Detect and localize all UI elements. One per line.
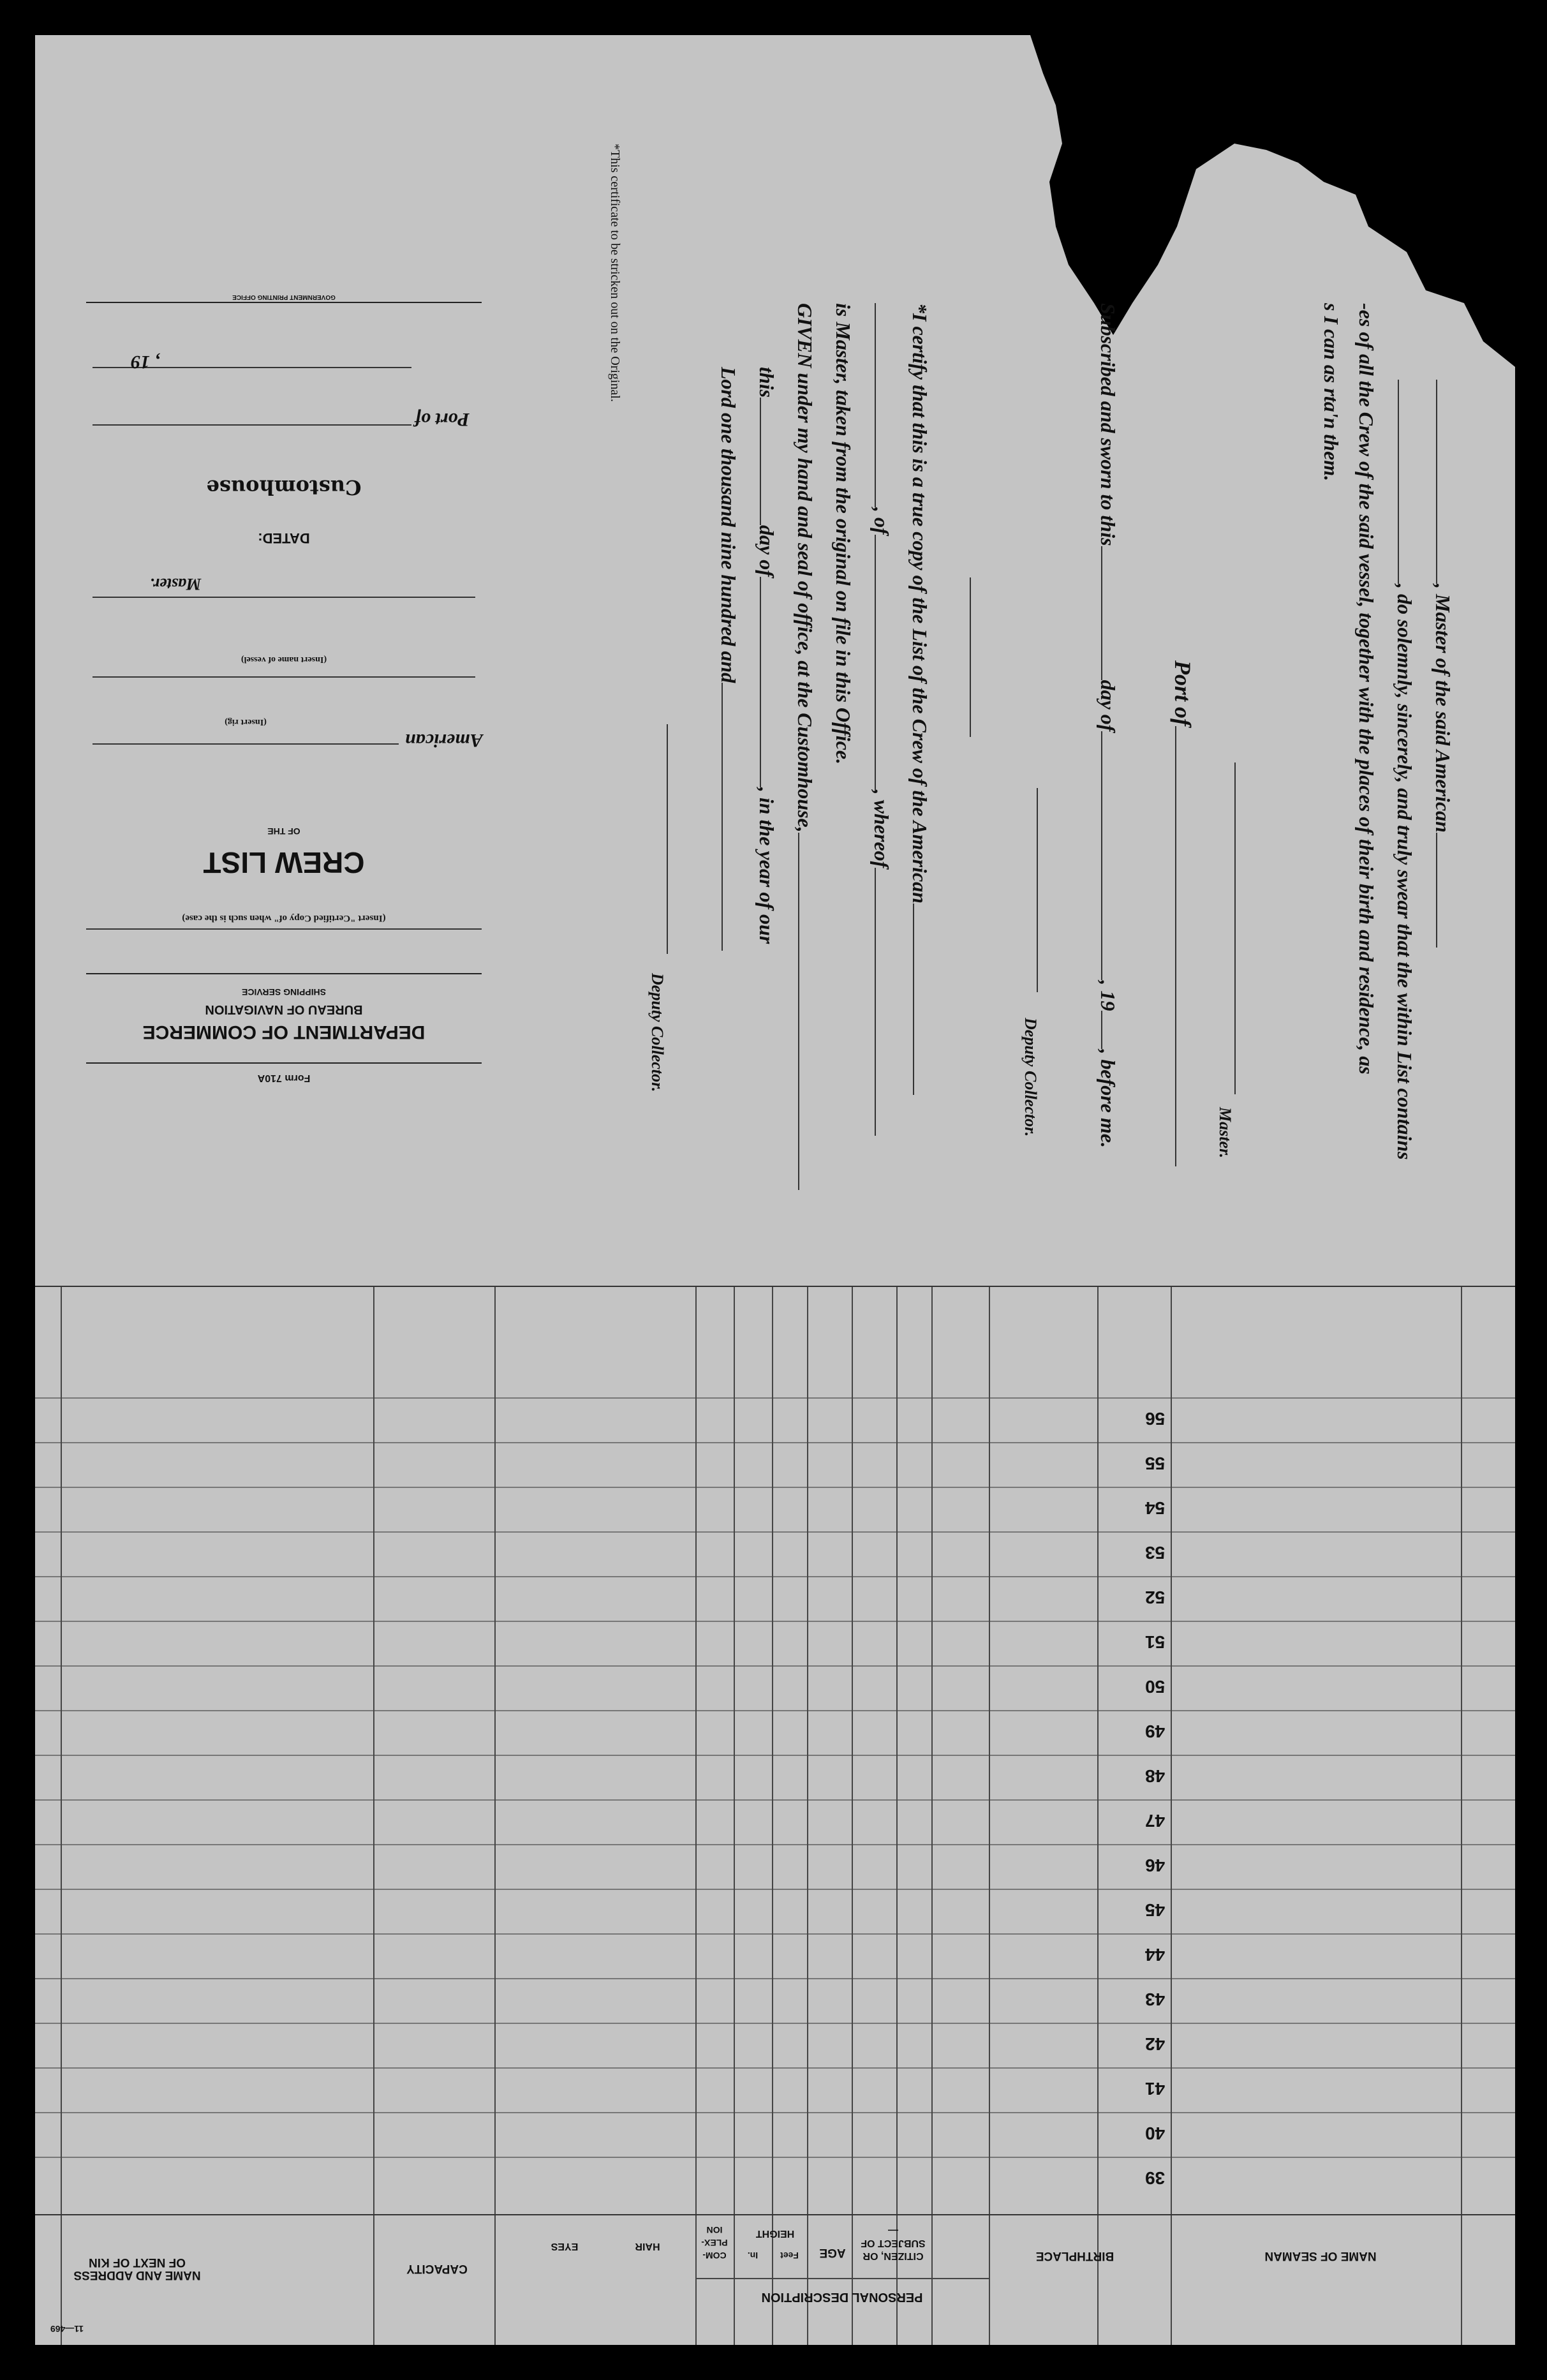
table-row — [35, 2157, 1515, 2158]
dated-label: DATED: — [258, 530, 310, 546]
certificate-signature-line — [667, 724, 668, 954]
table-row — [35, 1442, 1515, 1443]
col-divider — [772, 1286, 773, 2345]
header-name: NAME OF SEAMAN — [1264, 2249, 1377, 2263]
certificate-deputy-collector: Deputy Collector. — [648, 973, 667, 1092]
of-the-label: OF THE — [267, 826, 300, 837]
row-number: 45 — [1145, 1900, 1166, 1920]
col-divider — [852, 1286, 853, 2345]
col-divider — [494, 1286, 496, 2345]
header-complexion: COM-PLEX-ION — [701, 2225, 728, 2261]
rig-line — [93, 743, 399, 745]
table-row — [35, 2067, 1515, 2069]
customhouse-label: Customhouse — [206, 475, 362, 500]
row-number: 42 — [1145, 2034, 1166, 2054]
insert-name-hint: (Insert name of vessel) — [241, 655, 327, 664]
vessel-name-line — [93, 676, 475, 678]
header-capacity: CAPACITY — [406, 2262, 468, 2275]
row-number: 43 — [1145, 1990, 1166, 2009]
certificate-line-3: GIVEN under my hand and seal of office, at the Customhouse, — [793, 303, 817, 1190]
col-divider — [1461, 1286, 1462, 2345]
table-row — [35, 1665, 1515, 1667]
header-next-of-kin: NAME AND ADDRESS OF NEXT OF KIN — [73, 2256, 201, 2282]
insert-rig-hint: (Insert rig) — [225, 717, 267, 727]
row-number: 52 — [1145, 1588, 1166, 1607]
row-number: 50 — [1145, 1677, 1166, 1697]
header-personal-description: PERSONAL DESCRIPTION — [761, 2290, 923, 2304]
document-page — [35, 35, 1515, 2345]
department-title: DEPARTMENT OF COMMERCE — [142, 1022, 426, 1043]
row-number: 41 — [1145, 2079, 1166, 2099]
table-row — [35, 1397, 1515, 1399]
header-hair: HAIR — [635, 2241, 660, 2252]
row-number: 53 — [1145, 1543, 1166, 1563]
master-label: Master. — [150, 575, 202, 593]
separator-rule — [970, 577, 971, 737]
affidavit-line-1: , Master of the said American — [1431, 380, 1454, 948]
row-number: 55 — [1145, 1454, 1166, 1473]
header-feet: Feet — [780, 2250, 799, 2261]
table-top-rule — [35, 1286, 1515, 1287]
row-number: 56 — [1145, 1409, 1166, 1429]
affidavit-line-2: , do solemnly, sincerely, and truly swear that the within List contains — [1393, 380, 1416, 1160]
master-name-line — [93, 597, 475, 598]
row-number: 54 — [1145, 1498, 1166, 1518]
cover-rule-bottom — [86, 302, 482, 303]
row-number: 39 — [1145, 2168, 1166, 2188]
row-number: 49 — [1145, 1722, 1166, 1741]
affidavit-line-4: s I can as rta'n them. — [1320, 303, 1343, 482]
port-of-label: Port of — [415, 409, 470, 430]
table-row — [35, 1576, 1515, 1577]
header-birthplace: BIRTHPLACE — [1035, 2249, 1114, 2263]
col-divider — [807, 1286, 808, 2345]
header-citizen: CITIZEN, OR SUBJECT OF— — [861, 2225, 926, 2261]
col-divider — [1097, 1286, 1099, 2345]
row-number: 47 — [1145, 1811, 1166, 1831]
col-divider — [373, 1286, 374, 2345]
table-row — [35, 1487, 1515, 1488]
col-divider — [695, 1286, 697, 2345]
port-line — [93, 424, 411, 426]
col-divider — [931, 1286, 933, 2345]
form-number: Form 710A — [257, 1073, 311, 1083]
bureau-title: BUREAU OF NAVIGATION — [205, 1002, 363, 1016]
header-eyes: EYES — [551, 2241, 579, 2252]
table-row — [35, 1889, 1515, 1890]
row-number: 40 — [1145, 2123, 1166, 2143]
col-divider — [896, 1286, 898, 2345]
col-divider — [61, 1286, 62, 2345]
master-signature-label: Master. — [1216, 1107, 1234, 1159]
certificate-line-this: thisday of, in the year of our — [755, 367, 778, 944]
affidavit-port-of: Port of — [1169, 660, 1196, 1166]
crew-list-title: CREW LIST — [203, 846, 365, 879]
certificate-line-2: is Master, taken from the original on file in this Office. — [832, 303, 855, 765]
table-row — [35, 1844, 1515, 1845]
table-row — [35, 2023, 1515, 2024]
affidavit-line-3: -es of all the Crew of the said vessel, together with the places of their birth and residence, as — [1355, 303, 1378, 1075]
row-number: 48 — [1145, 1766, 1166, 1786]
col-divider — [1171, 1286, 1172, 2345]
subscribed-line: Subscribed and sworn to thisday of, 19, before me. — [1097, 303, 1120, 1149]
table-row — [35, 1710, 1515, 1711]
master-signature-line — [1234, 762, 1236, 1094]
deputy-signature-line — [1037, 788, 1038, 992]
cover-rule-2 — [86, 973, 482, 974]
table-row — [35, 2112, 1515, 2113]
affidavit-deputy-collector: Deputy Collector. — [1021, 1018, 1040, 1137]
col-divider — [989, 1286, 990, 2345]
certificate-line-of: , of, whereof — [870, 303, 893, 1136]
certified-copy-line — [86, 928, 482, 930]
cover-rule-top — [86, 1062, 482, 1064]
table-row — [35, 1531, 1515, 1533]
year-label: , 19 — [131, 352, 159, 373]
table-row — [35, 1933, 1515, 1935]
certificate-footnote: *This certificate to be stricken out on the Original. — [608, 144, 622, 402]
certificate-line-lord: Lord one thousand nine hundred and — [716, 367, 740, 951]
table-row — [35, 1621, 1515, 1622]
row-number: 51 — [1145, 1632, 1166, 1652]
certificate-line-1: *I certify that this is a true copy of the List of the Crew of the American — [908, 303, 931, 1095]
header-height: HEIGHT — [755, 2228, 795, 2239]
table-row — [35, 1799, 1515, 1801]
row-number: 46 — [1145, 1856, 1166, 1875]
header-age: AGE — [819, 2246, 846, 2259]
printer-imprint: GOVERNMENT PRINTING OFFICE — [232, 294, 336, 301]
service-title: SHIPPING SERVICE — [242, 987, 327, 997]
col-divider — [734, 1286, 735, 2345]
table-row — [35, 1755, 1515, 1756]
personal-rule — [695, 2278, 989, 2279]
header-inches: In. — [747, 2250, 759, 2261]
crew-table — [35, 1286, 1515, 2345]
american-label: American — [405, 730, 483, 751]
certified-copy-hint: (Insert "Certified Copy of" when such is the case) — [182, 913, 386, 923]
corner-code: 11—469 — [50, 2324, 84, 2334]
table-row — [35, 1978, 1515, 1979]
row-number: 44 — [1145, 1945, 1166, 1965]
header-rule — [35, 2214, 1515, 2215]
